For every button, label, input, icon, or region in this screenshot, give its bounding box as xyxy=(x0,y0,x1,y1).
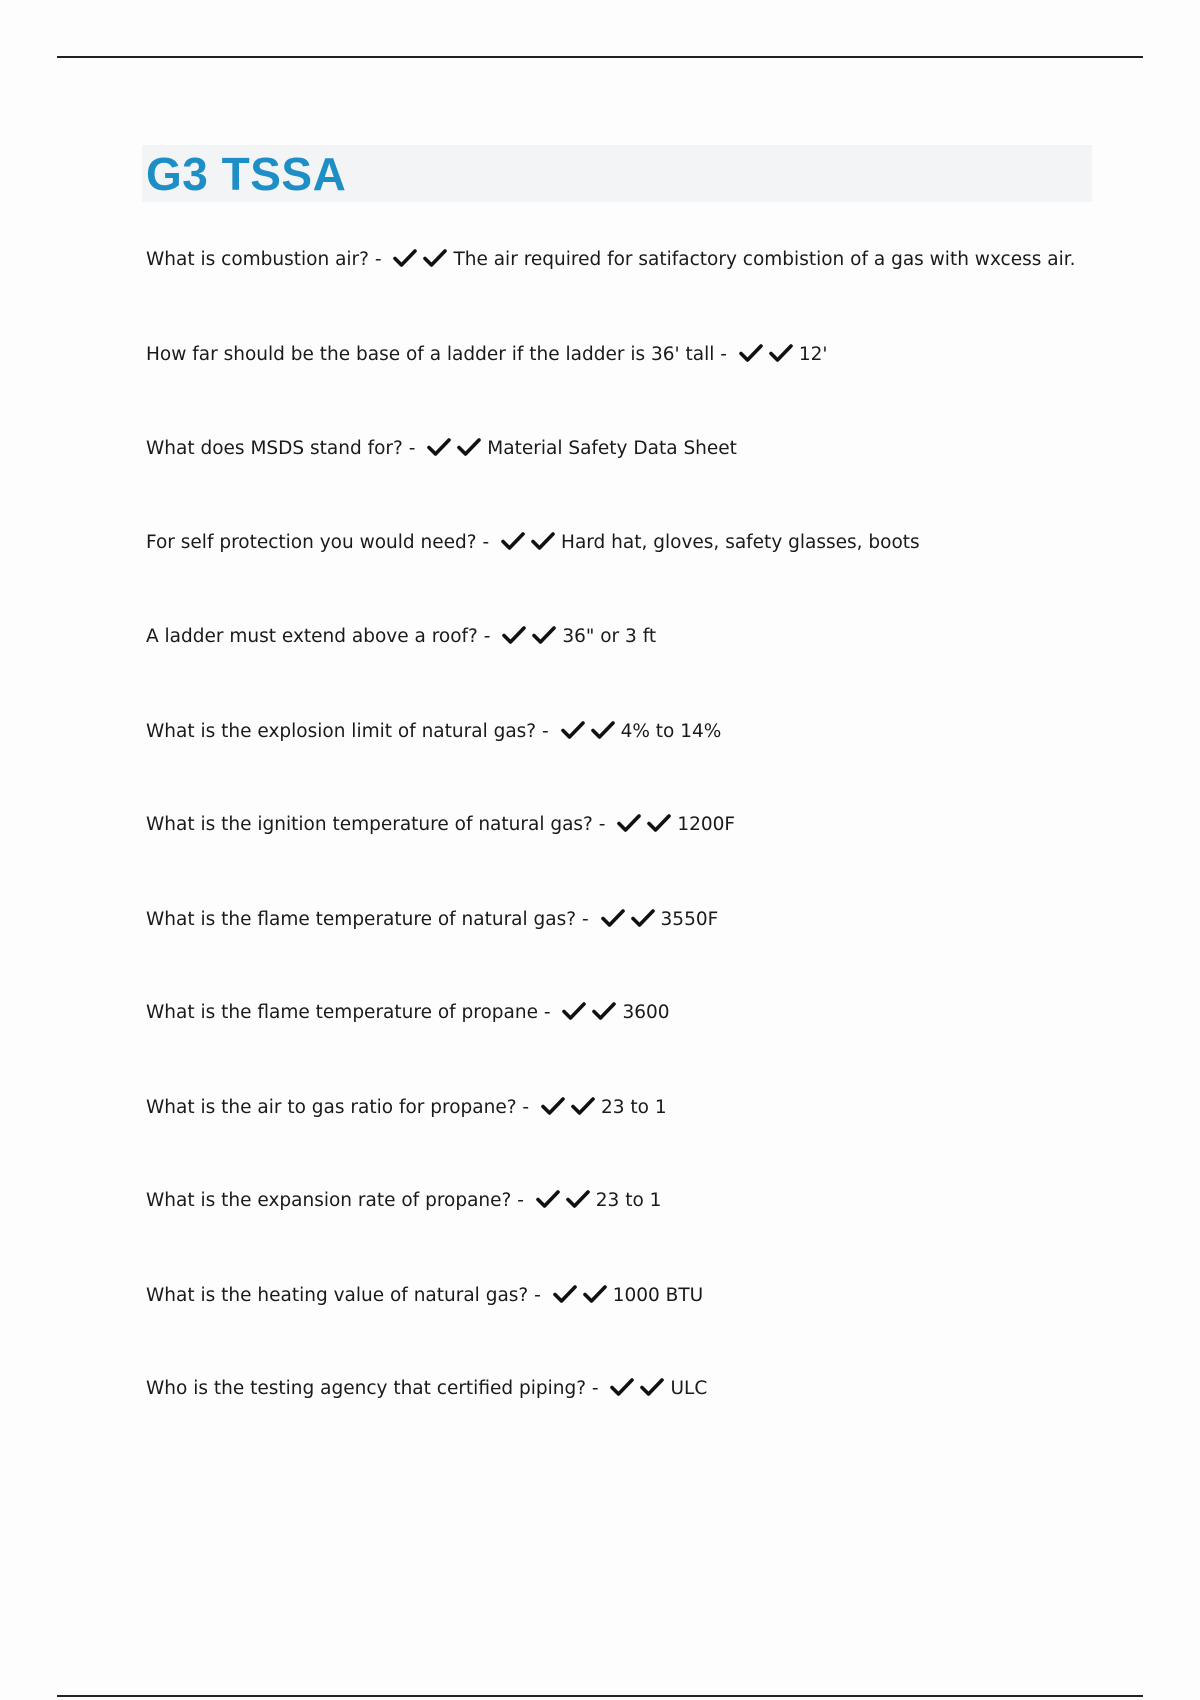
answer-text: 3600 xyxy=(622,1002,670,1023)
separator: - xyxy=(538,1002,557,1023)
check-icon xyxy=(617,813,641,833)
qa-item xyxy=(146,1189,661,1213)
separator: - xyxy=(369,249,388,270)
qa-item xyxy=(146,343,827,367)
separator: - xyxy=(714,344,733,365)
separator: - xyxy=(516,1097,535,1118)
separator: - xyxy=(586,1378,605,1399)
header-rule xyxy=(57,56,1143,58)
check-icon xyxy=(553,1284,577,1304)
qa-item xyxy=(146,813,735,837)
check-icon xyxy=(531,531,555,551)
check-icon xyxy=(562,1001,586,1021)
check-icon xyxy=(536,1189,560,1209)
answer-text: The air required for satifactory combistion of a gas with wxcess air. xyxy=(453,249,1076,270)
separator: - xyxy=(402,438,422,459)
question-text: How far should be the base of a ladder if the ladder is 36' tall xyxy=(146,344,715,365)
check-icon xyxy=(541,1096,565,1116)
question-text: What is the air to gas ratio for propane? xyxy=(146,1097,517,1118)
separator: - xyxy=(528,1285,547,1306)
qa-item xyxy=(146,1284,703,1308)
question-text: A ladder must extend above a roof? xyxy=(146,626,478,647)
answer-text: Material Safety Data Sheet xyxy=(487,438,737,459)
check-pair xyxy=(617,813,677,837)
qa-item xyxy=(146,720,721,744)
check-icon xyxy=(571,1096,595,1116)
check-icon xyxy=(592,1001,616,1021)
check-icon xyxy=(427,437,451,457)
question-text: What is the flame temperature of propane xyxy=(146,1002,538,1023)
question-text: What is the explosion limit of natural gas? xyxy=(146,721,537,742)
qa-item xyxy=(146,437,737,461)
check-icon xyxy=(739,343,763,363)
check-pair xyxy=(553,1284,613,1308)
qa-item xyxy=(146,908,718,932)
answer-text: 36" or 3 ft xyxy=(562,626,657,647)
check-icon xyxy=(561,720,585,740)
footer-rule xyxy=(57,1695,1143,1697)
question-text: What does MSDS stand for? xyxy=(146,438,403,459)
check-icon xyxy=(591,720,615,740)
answer-text: 23 to 1 xyxy=(600,1097,667,1118)
qa-item xyxy=(146,531,920,555)
qa-item xyxy=(146,1096,667,1120)
question-text: What is the flame temperature of natural gas? xyxy=(146,909,577,930)
check-icon xyxy=(532,625,556,645)
separator: - xyxy=(476,532,496,553)
answer-text: 23 to 1 xyxy=(595,1190,662,1211)
check-pair xyxy=(739,343,799,367)
check-icon xyxy=(502,625,526,645)
check-icon xyxy=(457,437,481,457)
separator: - xyxy=(576,909,595,930)
check-icon xyxy=(601,908,625,928)
answer-text: ULC xyxy=(670,1378,708,1399)
check-pair xyxy=(610,1377,670,1401)
check-pair xyxy=(502,625,562,649)
check-pair xyxy=(536,1189,596,1213)
check-pair xyxy=(601,908,661,932)
qa-item xyxy=(146,1377,707,1401)
separator: - xyxy=(536,721,555,742)
check-pair xyxy=(562,1001,622,1025)
question-text: What is the heating value of natural gas? xyxy=(146,1285,529,1306)
check-icon xyxy=(631,908,655,928)
check-pair xyxy=(427,437,487,461)
question-text: What is the expansion rate of propane? xyxy=(146,1190,512,1211)
check-icon xyxy=(566,1189,590,1209)
separator: - xyxy=(592,814,612,835)
separator: - xyxy=(511,1190,530,1211)
separator: - xyxy=(477,626,497,647)
check-icon xyxy=(610,1377,634,1397)
check-pair xyxy=(501,531,561,555)
check-icon xyxy=(583,1284,607,1304)
answer-text: 1000 BTU xyxy=(612,1285,704,1306)
check-icon xyxy=(423,248,447,268)
check-icon xyxy=(640,1377,664,1397)
check-pair xyxy=(541,1096,601,1120)
check-pair xyxy=(393,248,453,272)
qa-item xyxy=(146,625,656,649)
answer-text: 12' xyxy=(798,344,828,365)
check-icon xyxy=(393,248,417,268)
check-icon xyxy=(501,531,525,551)
answer-text: 4% to 14% xyxy=(620,721,722,742)
question-text: What is combustion air? xyxy=(146,249,369,270)
answer-text: 1200F xyxy=(677,814,736,835)
document-title: G3 TSSA xyxy=(146,148,347,200)
question-text: For self protection you would need? xyxy=(146,532,477,553)
qa-item xyxy=(146,1001,670,1025)
question-text: What is the ignition temperature of natural gas? xyxy=(146,814,593,835)
answer-text: 3550F xyxy=(660,909,719,930)
check-icon xyxy=(647,813,671,833)
question-text: Who is the testing agency that certified piping? xyxy=(146,1378,587,1399)
answer-text: Hard hat, gloves, safety glasses, boots xyxy=(561,532,920,553)
qa-item xyxy=(146,248,1076,272)
check-icon xyxy=(769,343,793,363)
check-pair xyxy=(561,720,621,744)
